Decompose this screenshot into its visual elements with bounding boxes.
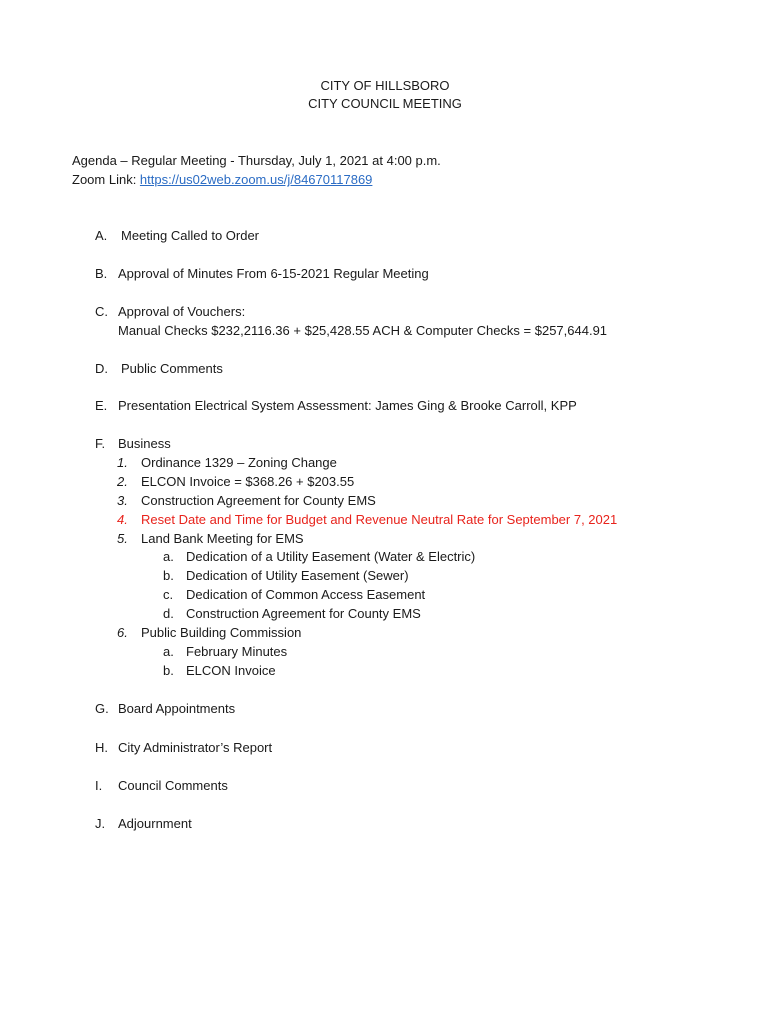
business-item-2-num: 2. (117, 474, 128, 489)
section-j-text: Adjournment (118, 816, 192, 831)
business-item-3-num: 3. (117, 493, 128, 508)
business-item-6-num: 6. (117, 625, 128, 640)
business-item-1-num: 1. (117, 455, 128, 470)
section-a-text: Meeting Called to Order (121, 228, 260, 243)
zoom-label: Zoom Link: (72, 172, 140, 187)
item-6-sub-b-letter: b. (163, 663, 174, 678)
section-c-detail: Manual Checks $232,2116.36 + $25,428.55 ACH & Computer Checks = $257,644.91 (118, 323, 608, 338)
item-5-sub-a-letter: a. (163, 549, 174, 564)
section-f-letter: F. (95, 436, 106, 451)
section-h-letter: H. (95, 740, 108, 755)
section-i-text: Council Comments (118, 778, 228, 793)
section-b-letter: B. (95, 266, 108, 281)
section-g-letter: G. (95, 701, 109, 716)
section-c-letter: C. (95, 304, 108, 319)
section-d-letter: D. (95, 361, 108, 376)
section-c-text: Approval of Vouchers: (118, 304, 246, 319)
item-5-sub-c-text: Dedication of Common Access Easement (186, 587, 426, 602)
agenda-line: Agenda – Regular Meeting - Thursday, July 1, 2021 at 4:00 p.m. (72, 153, 441, 168)
section-d-text: Public Comments (121, 361, 223, 376)
business-item-2-text: ELCON Invoice = $368.26 + $203.55 (141, 474, 355, 489)
item-6-sub-a-letter: a. (163, 644, 174, 659)
item-5-sub-b-text: Dedication of Utility Easement (Sewer) (186, 568, 409, 583)
business-item-4-text: Reset Date and Time for Budget and Revenue Neutral Rate for September 7, 2021 (141, 512, 618, 527)
business-item-1-text: Ordinance 1329 – Zoning Change (141, 455, 337, 470)
item-5-sub-c-letter: c. (163, 587, 174, 602)
section-h-text: City Administrator’s Report (118, 740, 273, 755)
zoom-line (72, 171, 372, 189)
business-item-4-num: 4. (117, 512, 128, 527)
section-a-letter: A. (95, 228, 108, 243)
section-e-letter: E. (95, 398, 108, 413)
business-item-6-text: Public Building Commission (141, 625, 302, 640)
item-5-sub-b-letter: b. (163, 568, 174, 583)
item-5-sub-d-text: Construction Agreement for County EMS (186, 606, 421, 621)
section-f-text: Business (118, 436, 171, 451)
section-j-letter: J. (95, 816, 106, 831)
section-g-text: Board Appointments (118, 701, 236, 716)
section-i-letter: I. (95, 778, 103, 793)
city-name-heading: CITY OF HILLSBORO (320, 78, 450, 93)
item-5-sub-d-letter: d. (163, 606, 174, 621)
item-6-sub-a-text: February Minutes (186, 644, 288, 659)
section-b-text: Approval of Minutes From 6-15-2021 Regular Meeting (118, 266, 429, 281)
item-6-sub-b-text: ELCON Invoice (186, 663, 276, 678)
zoom-link[interactable]: https://us02web.zoom.us/j/84670117869 (139, 172, 373, 187)
item-5-sub-a-text: Dedication of a Utility Easement (Water & Electric) (186, 549, 476, 564)
section-e-text: Presentation Electrical System Assessment: James Ging & Brooke Carroll, KPP (118, 398, 577, 413)
business-item-5-num: 5. (117, 531, 128, 546)
business-item-3-text: Construction Agreement for County EMS (141, 493, 376, 508)
business-item-5-text: Land Bank Meeting for EMS (141, 531, 304, 546)
meeting-heading: CITY COUNCIL MEETING (308, 96, 462, 111)
